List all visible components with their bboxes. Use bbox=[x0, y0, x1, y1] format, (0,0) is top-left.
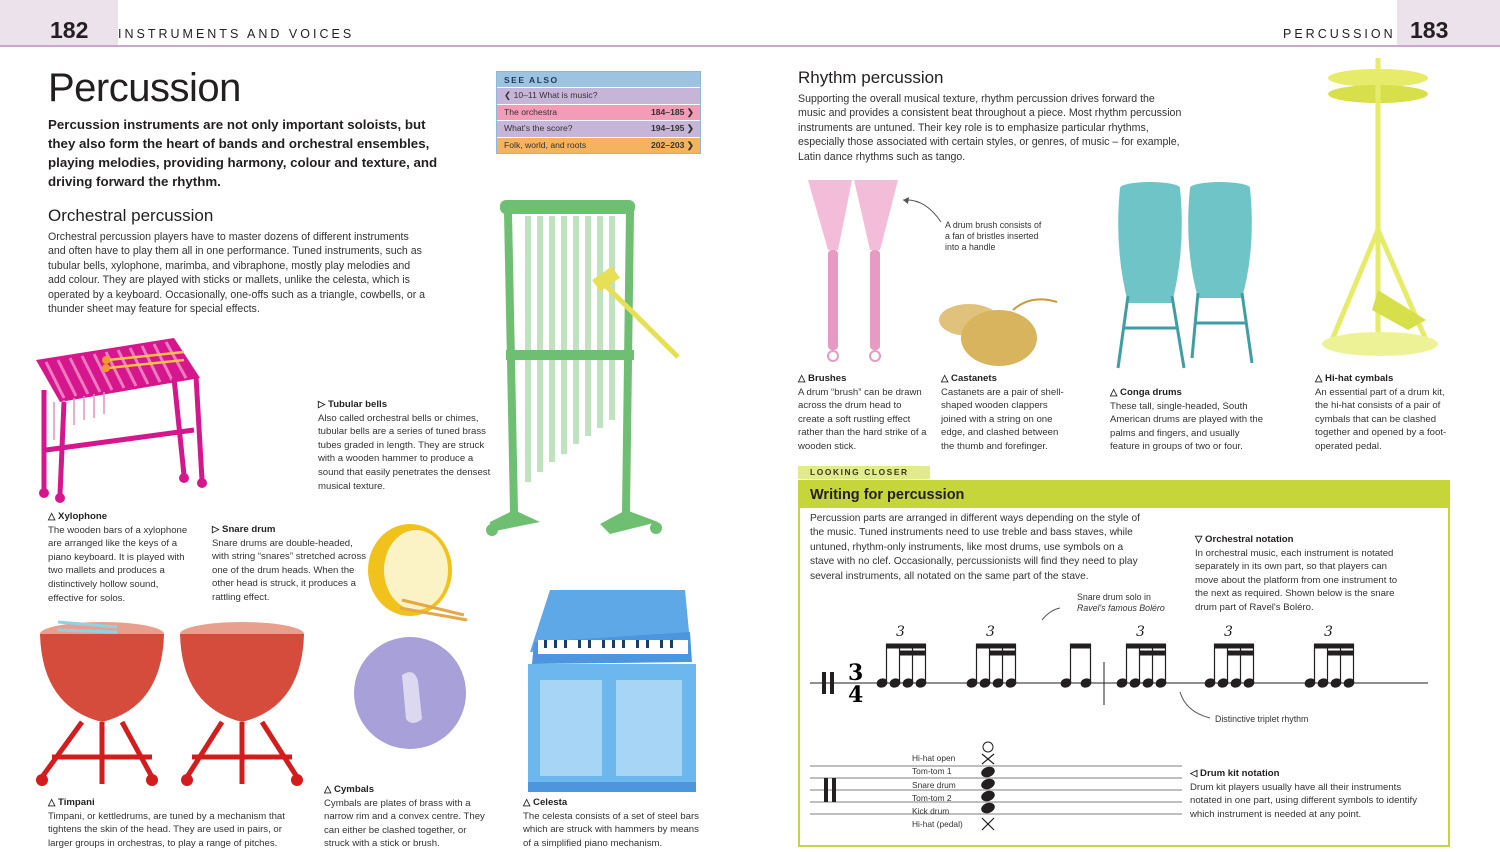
time-signature-top: 3 bbox=[848, 660, 864, 686]
kit-label: Tom-tom 1 bbox=[912, 766, 952, 777]
brushes-illustration bbox=[800, 176, 910, 366]
kit-label: Snare drum bbox=[912, 779, 956, 790]
see-also-item[interactable]: Folk, world, and roots 202–203 ❯ bbox=[497, 137, 700, 154]
timpani-illustration bbox=[22, 612, 322, 792]
conga-drums-caption: △ Conga drums These tall, single-headed, South American drums are played with the palms and fingers, and usually feature in groups of two or four. bbox=[1110, 387, 1264, 453]
note-beam bbox=[990, 651, 1016, 655]
snare-solo-note: Snare drum solo in Ravel's famous Boléro bbox=[1077, 592, 1165, 613]
brushes-caption: △ Brushes A drum “brush” can be drawn across the drum head to create a soft rustling effect rather than the hard strike of a wooden stick. bbox=[798, 373, 927, 452]
triplet-mark: 3 bbox=[986, 624, 995, 640]
left-page-number: 182 bbox=[50, 17, 89, 43]
timpani-caption: △ Timpani Timpani, or kettledrums, are tuned by a mechanism that tightens the skin of the head. They are used in pairs, or larger groups in orchestras, to play a range of pitches. bbox=[48, 797, 285, 849]
page-title: Percussion bbox=[48, 66, 241, 110]
triplet-mark: 3 bbox=[1224, 624, 1233, 640]
kit-label: Hi-hat open bbox=[912, 753, 956, 763]
kit-label: Hi-hat (pedal) bbox=[912, 819, 963, 830]
looking-closer-body: Percussion parts are arranged in different ways depending on the style of the music. Tuned instruments need to use treble and bass staves, while untuned, rhythm-only instruments, like most drums, use symbols on a stave with no clef. Occasionally, percussionists will find they need to play several instruments, all notated on the same part of the stave. bbox=[810, 513, 1140, 582]
intro-text: Percussion instruments are not only important soloists, but they also form the heart of bands and orchestral ensembles, playing melodies, providing harmony, colour and texture, and driving forward the rhythm. bbox=[48, 117, 438, 189]
hi-hat-illustration bbox=[1318, 50, 1458, 370]
see-also-item[interactable]: What's the score? 194–195 ❯ bbox=[497, 120, 700, 137]
brush-pointer bbox=[895, 196, 945, 226]
celesta-caption: △ Celesta The celesta consists of a set of steel bars which are struck with hammers by means of a simplified piano mechanism. bbox=[523, 797, 699, 849]
left-running-head: INSTRUMENTS AND VOICES bbox=[118, 27, 355, 41]
note-beam bbox=[1215, 644, 1254, 648]
snare-drum-caption: ▷ Snare drum Snare drums are double-headed, with string “snares” stretched across one of the drum heads. When the other head is struck, it produces a rattling effect. bbox=[212, 524, 367, 603]
note-beam bbox=[1140, 651, 1166, 655]
xylophone-caption: △ Xylophone The wooden bars of a xylophone are arranged like the keys of a piano keyboard. It is played with two mallets and produces a distinctively hollow sound, effective for solos. bbox=[48, 511, 188, 604]
kit-label: Tom-tom 2 bbox=[912, 792, 952, 803]
triplet-mark: 3 bbox=[896, 624, 905, 640]
orchestral-notation-caption: ▽ Orchestral notation In orchestral music, each instrument is notated separately in its own part, so that players can move about the platform from one instrument to the next as required. Shown below is the snare drum part of Ravel's Boléro. bbox=[1195, 534, 1398, 613]
conga-drums-illustration bbox=[1110, 178, 1260, 378]
triplet-mark: 3 bbox=[1324, 624, 1333, 640]
rhythm-body: Supporting the overall musical texture, rhythm percussion drives forward the music and provides a consistent beat throughout a piece. Most rhythm percussion instruments are untuned. Their key role is to emphasize particular rhythms, especially those associated with certain styles, or genres, of music – for example, Latin dance rhythms such as tango. bbox=[798, 93, 1182, 163]
see-also-item[interactable]: The orchestra 184–185 ❯ bbox=[497, 104, 700, 121]
note-beam bbox=[1228, 651, 1254, 655]
see-also-box bbox=[496, 71, 701, 154]
bolero-snare-staff bbox=[810, 620, 1435, 730]
kit-label: Kick drum bbox=[912, 806, 950, 817]
right-running-head: PERCUSSION bbox=[1283, 27, 1396, 41]
note-beam bbox=[977, 644, 1016, 648]
castanets-illustration bbox=[935, 292, 1065, 370]
drum-kit-labels bbox=[912, 752, 992, 832]
orchestral-heading: Orchestral percussion bbox=[48, 206, 214, 225]
right-page-number: 183 bbox=[1410, 17, 1449, 43]
xylophone-illustration bbox=[24, 330, 214, 505]
looking-closer-tag: LOOKING CLOSER bbox=[798, 466, 930, 479]
time-signature-bottom: 4 bbox=[848, 682, 864, 708]
brush-note: A drum brush consists of a fan of bristles inserted into a handle bbox=[945, 220, 1042, 252]
drum-kit-staff bbox=[810, 740, 1190, 835]
drum-kit-caption: ◁ Drum kit notation Drum kit players usually have all their instruments notated in one part, using different symbols to identify which instrument is needed at any point. bbox=[1190, 768, 1418, 820]
looking-closer-title: Writing for percussion bbox=[800, 482, 1448, 508]
tubular-bells-caption: ▷ Tubular bells Also called orchestral bells or chimes, tubular bells are a series of tuned brass tubes graded in length. They are struck with a wooden hammer to produce a sound that easily penetrates the densest musical texture. bbox=[318, 399, 491, 492]
triplet-note: Distinctive triplet rhythm bbox=[1215, 714, 1309, 724]
see-also-item[interactable]: ❮ 10–11 What is music? bbox=[497, 87, 700, 104]
see-also-heading: SEE ALSO bbox=[497, 72, 700, 87]
header-rule bbox=[0, 45, 1500, 47]
note-beam bbox=[887, 644, 926, 648]
orchestral-body: Orchestral percussion players have to master dozens of different instruments and often have to play them all in one performance. Tuned instruments, such as tubular bells, xylophone, marimba, and vibraphone, mostly play melodies and add colour. They are played with sticks or mallets, unlike the celesta, which is operated by a keyboard. Occasionally, one-offs such as a triangle, cowbells, or a thunder sheet may feature for special effects. bbox=[48, 231, 426, 316]
triplet-mark: 3 bbox=[1136, 624, 1145, 640]
cymbals-caption: △ Cymbals Cymbals are plates of brass with a narrow rim and a convex centre. They can either be clashed together, or struck with a stick or brush. bbox=[324, 784, 485, 850]
note-beam bbox=[1315, 644, 1354, 648]
snare-drum-illustration bbox=[362, 520, 477, 630]
note-beam bbox=[1127, 644, 1166, 648]
note-beam bbox=[1328, 651, 1354, 655]
cymbal-illustration bbox=[352, 635, 474, 755]
tubular-bells-illustration bbox=[480, 192, 690, 542]
note-beam bbox=[1071, 644, 1091, 648]
note-beam bbox=[900, 651, 926, 655]
rhythm-heading: Rhythm percussion bbox=[798, 68, 944, 87]
castanets-caption: △ Castanets Castanets are a pair of shell-shaped wooden clappers joined with a string on one edge, and clashed between the thumb and forefinger. bbox=[941, 373, 1064, 452]
page-header bbox=[0, 0, 1500, 46]
celesta-illustration bbox=[520, 582, 700, 797]
hi-hat-caption: △ Hi-hat cymbals An essential part of a drum kit, the hi-hat consists of a pair of cymbals that can be clashed together and opened by a foot-operated pedal. bbox=[1315, 373, 1447, 452]
